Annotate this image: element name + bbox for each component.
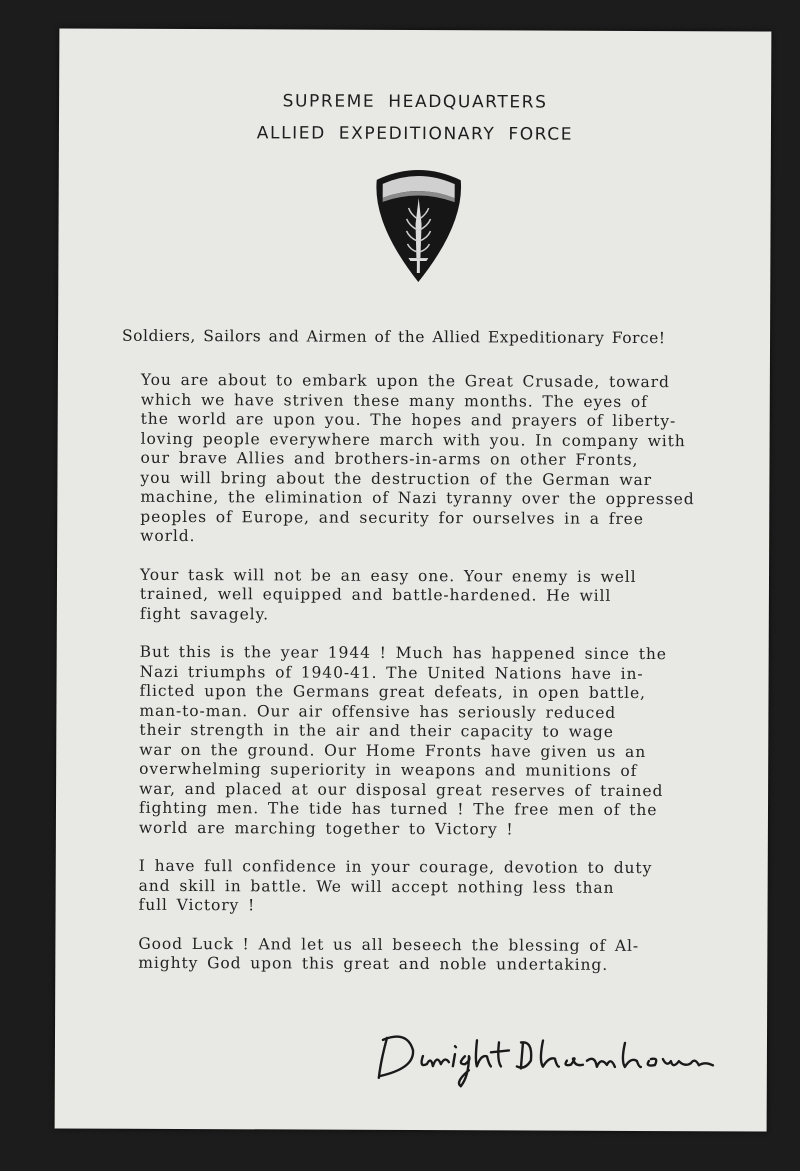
text-line: Your task will not be an easy one. Your enemy is well [139, 565, 637, 586]
text-line: Nazi triumphs of 1940-41. The United Nations have in- [139, 662, 644, 683]
text-line: our brave Allies and brothers-in-arms on other Fronts, [140, 448, 639, 469]
header-line-1: SUPREME HEADQUARTERS [282, 91, 548, 113]
text-line: which we have striven these many months. The eyes of [140, 390, 648, 411]
text-line: trained, well equipped and battle-hardened. He will [139, 584, 612, 605]
salutation: Soldiers, Sailors and Airmen of the Allied Expeditionary Force! [122, 326, 666, 348]
text-line: mighty God upon this great and noble undertaking. [138, 953, 609, 974]
paragraph [140, 565, 694, 626]
text-line: flicted upon the Germans great defeats, in open battle, [139, 681, 646, 703]
shaef-insignia-icon [372, 164, 465, 284]
text-line: world. [140, 526, 196, 546]
paragraph [140, 371, 695, 549]
text-line: I have full confidence in your courage, devotion to duty [138, 856, 653, 878]
text-line: and skill in battle. We will accept nothing less than [138, 876, 615, 897]
text-line: world are marching together to Victory ! [138, 818, 514, 838]
text-line: loving people everywhere march with you. In company with [140, 429, 686, 450]
text-line: Good Luck ! And let us all beseech the blessing of Al- [138, 934, 640, 955]
paragraph [139, 643, 694, 840]
paragraph [138, 934, 692, 975]
text-line: their strength in the air and their capacity to wage [139, 720, 614, 741]
paragraph [139, 857, 693, 918]
document-page [55, 28, 772, 1131]
signature-image [373, 1020, 718, 1092]
text-line: You are about to embark upon the Great Crusade, toward [140, 370, 670, 392]
text-line: full Victory ! [138, 895, 256, 915]
text-line: But this is the year 1944 ! Much has happened since the [139, 642, 667, 664]
header-line-2: ALLIED EXPEDITIONARY FORCE [256, 123, 574, 145]
message-body [138, 371, 695, 995]
text-line: fighting men. The tide has turned ! The free men of the [138, 798, 658, 820]
text-line: machine, the elimination of Nazi tyranny over the oppressed [140, 487, 695, 509]
text-line: peoples of Europe, and security for ourselves in a free [140, 507, 644, 528]
text-line: man-to-man. Our air offensive has seriously reduced [139, 701, 617, 722]
text-line: overwhelming superiority in weapons and munitions of [139, 759, 638, 780]
text-line: the world are upon you. The hopes and prayers of liberty- [140, 409, 677, 431]
text-line: you will bring about the destruction of the German war [140, 468, 653, 489]
text-line: war on the ground. Our Home Fronts have given us an [139, 740, 647, 761]
text-line: fight savagely. [139, 604, 270, 623]
text-line: war, and placed at our disposal great reserves of trained [139, 779, 664, 800]
